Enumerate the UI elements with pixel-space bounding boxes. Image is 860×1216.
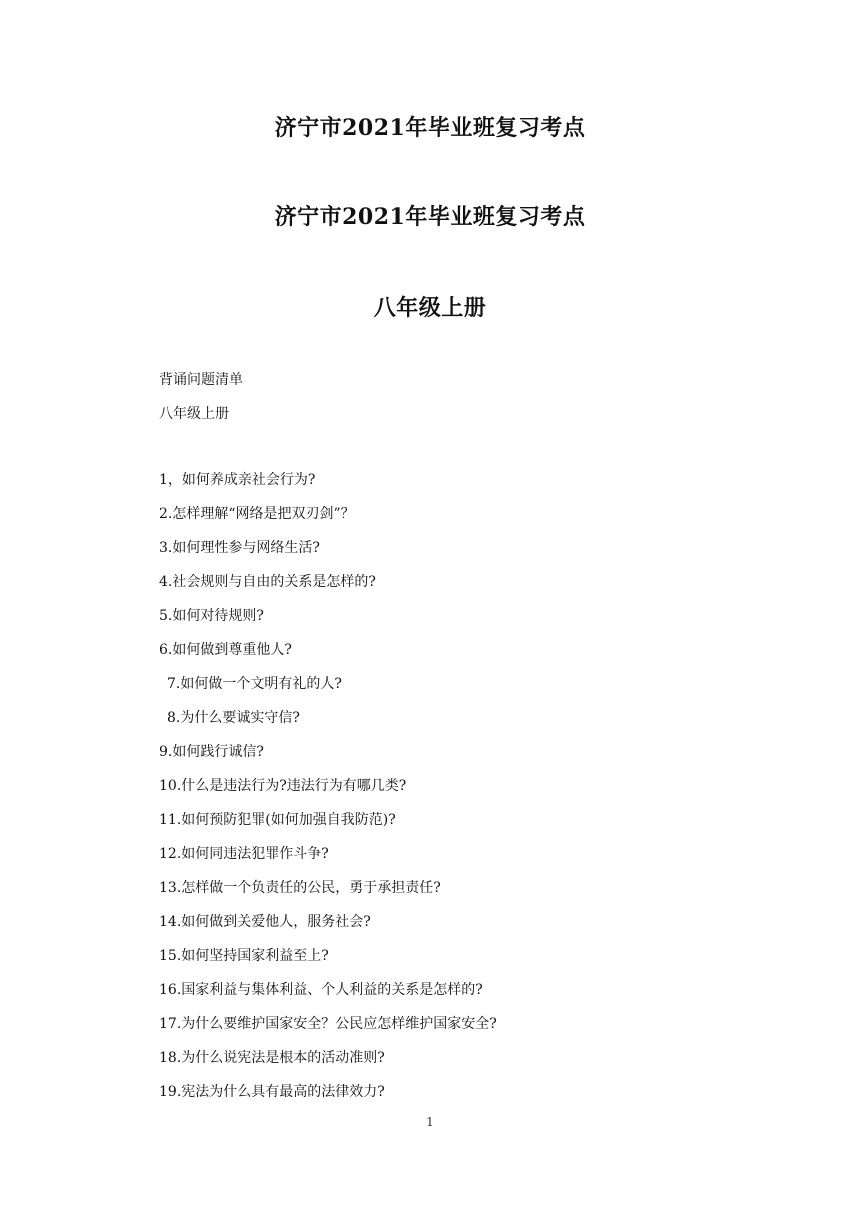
list-item: 8.为什么要诚实守信?: [167, 710, 300, 726]
list-item: 17.为什么要维护国家安全？公民应怎样维护国家安全?: [159, 1016, 497, 1032]
list-item: 13.怎样做一个负责任的公民，勇于承担责任?: [159, 880, 441, 896]
list-heading: 背诵问题清单: [159, 372, 243, 388]
page-number: 1: [426, 1115, 434, 1129]
list-item: 1，如何养成亲社会行为?: [159, 472, 316, 488]
list-item: 11.如何预防犯罪(如何加强自我防范)?: [159, 812, 396, 828]
list-item: 14.如何做到关爱他人，服务社会?: [159, 914, 371, 930]
document-title-repeat: 济宁市2021年毕业班复习考点: [274, 204, 586, 230]
list-item: 15.如何坚持国家利益至上?: [159, 948, 329, 964]
list-item: 12.如何同违法犯罪作斗争?: [159, 846, 329, 862]
list-item: 3.如何理性参与网络生活?: [159, 540, 320, 556]
list-item: 4.社会规则与自由的关系是怎样的?: [159, 574, 376, 590]
list-item: 19.宪法为什么具有最高的法律效力?: [159, 1084, 385, 1100]
list-item: 9.如何践行诚信?: [159, 744, 264, 760]
list-item: 7.如何做一个文明有礼的人?: [167, 676, 342, 692]
list-subheading: 八年级上册: [159, 406, 229, 422]
list-item: 18.为什么说宪法是根本的活动准则?: [159, 1050, 385, 1066]
list-item: 10.什么是违法行为?违法行为有哪几类?: [159, 778, 407, 794]
list-item: 16.国家利益与集体利益、个人利益的关系是怎样的?: [159, 982, 483, 998]
list-item: 5.如何对待规则?: [159, 608, 264, 624]
list-item: 2.怎样理解“网络是把双刃剑”？: [159, 506, 355, 522]
question-list: [159, 470, 759, 1116]
document-title: 济宁市2021年毕业班复习考点: [274, 115, 586, 141]
section-title: 八年级上册: [373, 295, 487, 321]
list-item: 6.如何做到尊重他人?: [159, 642, 292, 658]
